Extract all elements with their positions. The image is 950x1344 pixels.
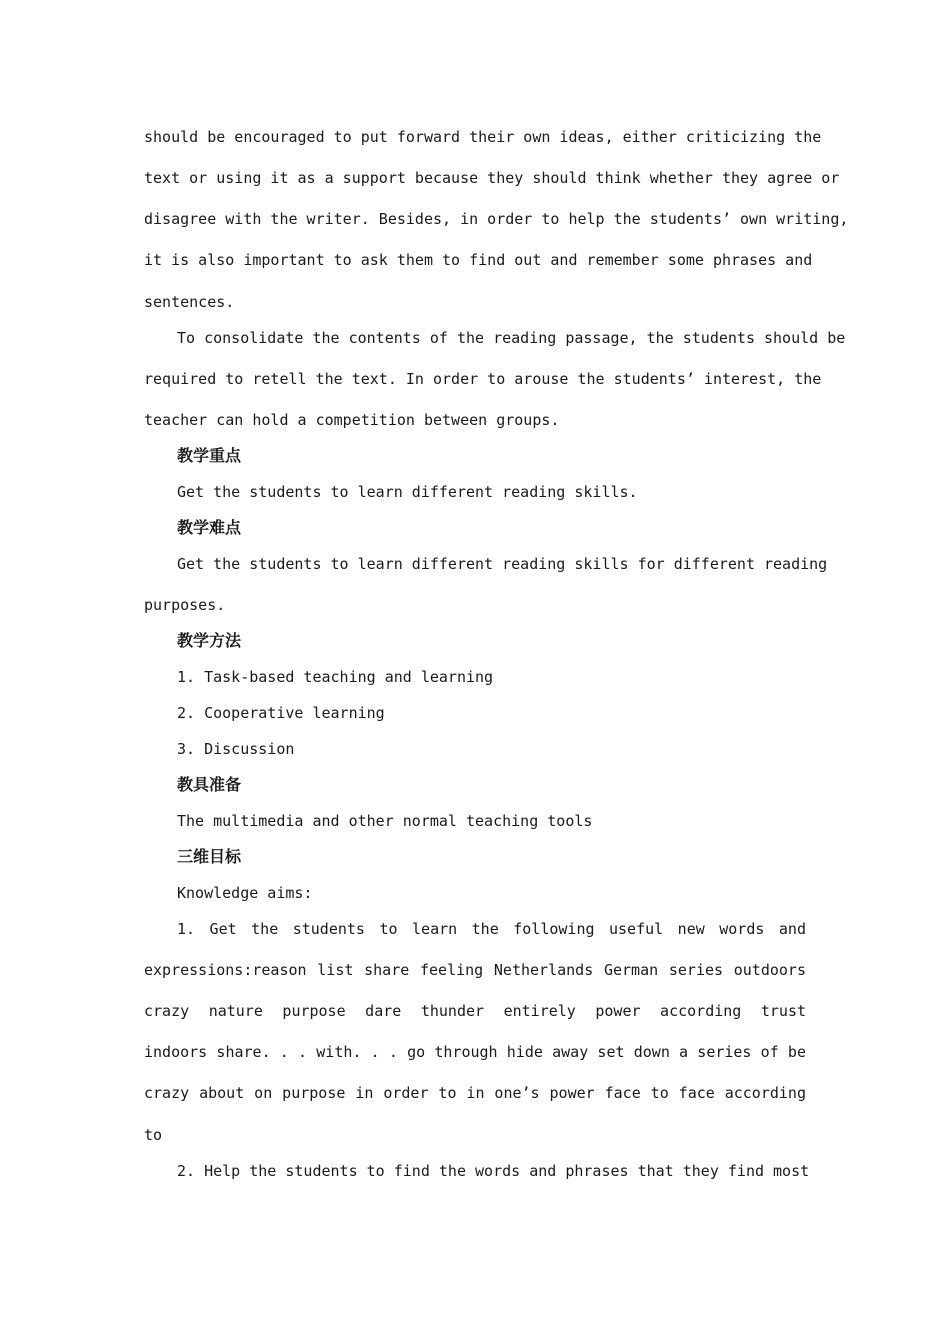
list-item-line: 2. Help the students to find the words and phrases that they find most <box>177 1162 810 1180</box>
body-text-line: disagree with the writer. Besides, in order to help the students’ own writing, <box>144 210 849 228</box>
body-text-line: text or using it as a support because they should think whether they agree or <box>144 169 840 187</box>
section-heading-objectives: 三维目标 <box>177 847 242 866</box>
body-text-line: sentences. <box>144 293 235 311</box>
body-text-line: should be encouraged to put forward their own ideas, either criticizing the <box>144 128 822 146</box>
list-item-line: crazy nature purpose dare thunder entirely power according trust <box>144 1002 806 1020</box>
list-item: 2. Cooperative learning <box>177 704 385 722</box>
list-item-line: to <box>144 1126 163 1144</box>
body-text-line: it is also important to ask them to find out and remember some phrases and <box>144 251 813 269</box>
body-text-line: Get the students to learn different reading skills for different reading <box>177 555 828 573</box>
body-text-line: The multimedia and other normal teaching tools <box>177 812 593 830</box>
body-text-line: teacher can hold a competition between groups. <box>144 411 560 429</box>
subheading-knowledge-aims: Knowledge aims: <box>177 884 313 902</box>
list-item-line: 1. Get the students to learn the following useful new words and <box>177 920 806 938</box>
body-text-line: purposes. <box>144 596 226 614</box>
body-text-line: Get the students to learn different reading skills. <box>177 483 638 501</box>
body-text-line: required to retell the text. In order to arouse the students’ interest, the <box>144 370 822 388</box>
list-item: 3. Discussion <box>177 740 295 758</box>
list-item: 1. Task-based teaching and learning <box>177 668 494 686</box>
list-item-line: expressions:reason list share feeling Netherlands German series outdoors <box>144 961 806 979</box>
list-item-line: crazy about on purpose in order to in one’s power face to face according <box>144 1084 806 1102</box>
section-heading-difficulties: 教学难点 <box>177 518 242 537</box>
list-item-line: indoors share. . . with. . . go through hide away set down a series of be <box>144 1043 806 1061</box>
body-text-line: To consolidate the contents of the reading passage, the students should be <box>177 329 846 347</box>
section-heading-methods: 教学方法 <box>177 631 242 650</box>
section-heading-teaching-aids: 教具准备 <box>177 775 242 794</box>
section-heading-key-points: 教学重点 <box>177 446 242 465</box>
